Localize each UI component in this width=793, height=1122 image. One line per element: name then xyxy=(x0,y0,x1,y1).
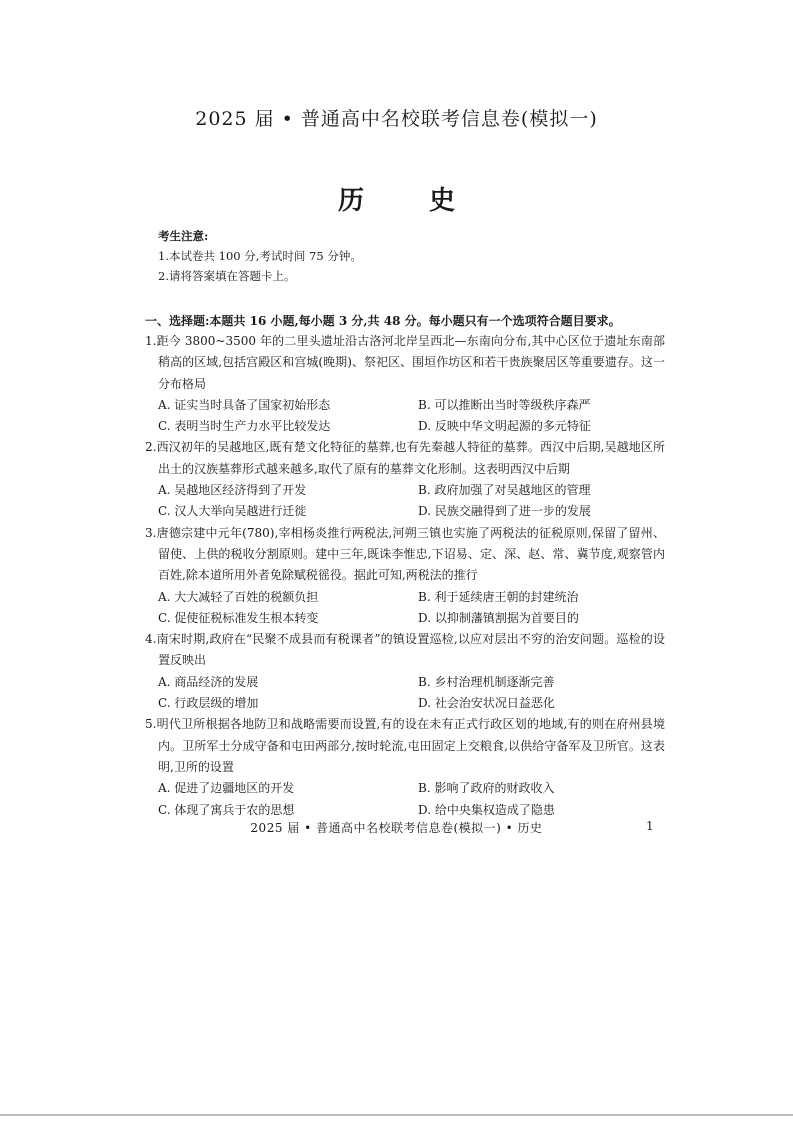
option: C. 体现了寓兵于农的思想 xyxy=(158,802,295,817)
exam-notes xyxy=(158,226,362,286)
notes-item: 1.本试卷共 100 分,考试时间 75 分钟。 xyxy=(158,249,362,263)
option: A. 大大减轻了百姓的税额负担 xyxy=(158,589,319,604)
notes-heading: 考生注意: xyxy=(158,229,209,243)
option: A. 证实当时具备了国家初始形态 xyxy=(158,397,331,412)
question-options xyxy=(145,480,665,523)
question-stem: 2.西汉初年的吴越地区,既有楚文化特征的墓葬,也有先秦越人特征的墓葬。西汉中后期,吴越地区所出土的汉族墓葬形式越来越多,取代了原有的墓葬文化形制。这表明西汉中后期 xyxy=(145,440,665,476)
option: A. 吴越地区经济得到了开发 xyxy=(158,483,307,498)
option: B. 政府加强了对吴越地区的管理 xyxy=(418,483,591,498)
option: D. 给中央集权造成了隐患 xyxy=(418,802,555,817)
option: C. 行政层级的增加 xyxy=(158,696,259,711)
question-list xyxy=(145,331,665,821)
option: B. 乡村治理机制逐渐完善 xyxy=(418,674,555,689)
question-stem: 1.距今 3800~3500 年的二里头遗址沿古洛河北岸呈西北—东南向分布,其中心区位于遗址东南部稍高的区域,包括宫殿区和宫城(晚期)、祭祀区、围垣作坊区和若干贵族聚居区等重要遗存。这一分布格局 xyxy=(145,334,665,391)
option: B. 可以推断出当时等级秩序森严 xyxy=(418,397,591,412)
subject-title: 历 史 xyxy=(337,186,484,216)
question xyxy=(145,331,665,437)
question-stem: 3.唐德宗建中元年(780),宰相杨炎推行两税法,河朔三镇也实施了两税法的征税原则,保留了留州、留使、上供的税收分割原则。建中三年,既诛李惟忠,下诏易、定、深、赵、常、冀节度,观察管内百姓,除本道所用外者免除赋税徭役。据此可知,两税法的推行 xyxy=(145,525,665,583)
question xyxy=(145,629,665,714)
page-footer: 2025 届 • 普通高中名校联考信息卷(模拟一) • 历史 xyxy=(250,821,543,835)
option: A. 商品经济的发展 xyxy=(158,674,259,689)
notes-item: 2.请将答案填在答题卡上。 xyxy=(158,269,296,283)
option: C. 汉人大举向吴越进行迁徙 xyxy=(158,504,307,519)
question xyxy=(145,437,665,522)
question-options xyxy=(145,778,665,821)
question-options xyxy=(145,587,665,630)
page-number: 1 xyxy=(646,819,654,833)
option: D. 以抑制藩镇割据为首要目的 xyxy=(418,610,579,625)
scan-edge-divider xyxy=(0,1114,793,1116)
question-stem: 4.南宋时期,政府在“民聚不成县而有税课者”的镇设置巡检,以应对层出不穷的治安问题。巡检的设置反映出 xyxy=(145,632,665,668)
option: C. 表明当时生产力水平比较发达 xyxy=(158,419,331,434)
section-heading: 一、选择题:本题共 16 小题,每小题 3 分,共 48 分。每小题只有一个选项符合题目要求。 xyxy=(145,314,621,328)
question-options xyxy=(145,672,665,715)
question-stem: 5.明代卫所根据各地防卫和战略需要而设置,有的设在未有正式行政区划的地域,有的则在府州县境内。卫所军士分成守备和屯田两部分,按时轮流,屯田固定上交粮食,以供给守备军及卫所官。这表明,卫所的设置 xyxy=(145,717,665,774)
option: B. 利于延续唐王朝的封建统治 xyxy=(418,589,579,604)
option: B. 影响了政府的财政收入 xyxy=(418,781,555,796)
option: C. 促使征税标准发生根本转变 xyxy=(158,610,319,625)
option: D. 民族交融得到了进一步的发展 xyxy=(418,504,591,519)
option: D. 反映中华文明起源的多元特征 xyxy=(418,419,591,434)
question-options xyxy=(145,395,665,438)
question xyxy=(145,714,665,820)
question xyxy=(145,523,665,629)
option: D. 社会治安状况日益恶化 xyxy=(418,696,555,711)
page-title: 2025 届 • 普通高中名校联考信息卷(模拟一) xyxy=(195,108,598,130)
option: A. 促进了边疆地区的开发 xyxy=(158,781,295,796)
